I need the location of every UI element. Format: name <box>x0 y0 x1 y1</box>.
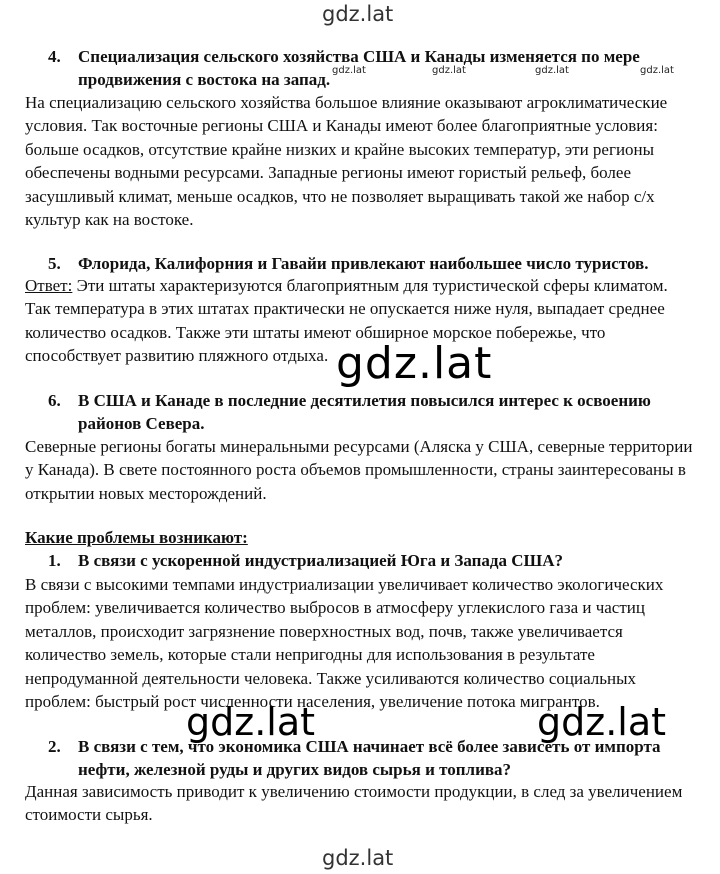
watermark-small-1: gdz.lat <box>332 65 366 76</box>
watermark-right: gdz.lat <box>537 700 667 744</box>
section-heading: Какие проблемы возникают: <box>25 528 248 547</box>
question-5-text: Флорида, Калифорния и Гавайи привлекают наибольшее число туристов. <box>78 254 649 273</box>
watermark-bottom: gdz.lat <box>322 846 394 870</box>
problem-2 <box>48 735 704 782</box>
answer-6: Северные регионы богаты минеральными ресурсами (Аляска у США, северные территории у Канада). В свете постоянного роста объемов промышленности, страны заинтересованы в открытии новых месторождений. <box>25 437 693 503</box>
question-4 <box>48 45 704 92</box>
problem-1-number: 1. <box>48 551 61 570</box>
question-6-text: В США и Канаде в последние десятилетия повысился интерес к освоению районов Севера. <box>78 391 651 434</box>
question-5-number: 5. <box>48 254 61 273</box>
watermark-small-4: gdz.lat <box>640 65 674 76</box>
answer-p2: Данная зависимость приводит к увеличению стоимости продукции, в след за увеличением стоимости сырья. <box>25 782 683 825</box>
watermark-mid: gdz.lat <box>336 338 493 389</box>
answer-5-text: Эти штаты характеризуются благоприятным для туристической сферы климатом. Так температура в этих штатах практически не опускается ниже нуля, выпадает среднее количество осадков. Также эти штаты имеют обширное морское побережье, что способствует развитию пляжного отдыха. <box>25 276 668 366</box>
problem-1-text: В связи с ускоренной индустриализацией Юга и Запада США? <box>78 551 563 570</box>
answer-5-label: Ответ: <box>25 276 73 295</box>
question-4-number: 4. <box>48 47 61 66</box>
problem-2-text: В связи с тем, что экономика США начинает всё более зависеть от импорта нефти, железной руды и других видов сырья и топлива? <box>78 737 661 780</box>
question-5 <box>48 252 704 275</box>
watermark-top: gdz.lat <box>322 2 394 26</box>
watermark-small-3: gdz.lat <box>535 65 569 76</box>
answer-4: На специализацию сельского хозяйства большое влияние оказывают агроклиматические условия. Так восточные регионы США и Канады имеют более благоприятные условия: больше осадков, отсутствие крайне низких и крайне высоких температур, эти регионы обеспечены водными ресурсами. Западные регионы имеют гористый рельеф, более засушливый климат, меньше осадков, что не позволяет выращивать такой же набор с/х культур как на востоке. <box>25 93 668 230</box>
problem-2-number: 2. <box>48 737 61 756</box>
watermark-small-2: gdz.lat <box>432 65 466 76</box>
answer-p1: В связи с высокими темпами индустриализации увеличивает количество экологических проблем: увеличивается количество выбросов в атмосферу углекислого газа и частиц металлов, происходит загрязнение поверхностных вод, почв, также увеличивается количество земель, которые стали непригодны для использования в результате непродуманной деятельности человека. Также усиливаются количество социальных проблем: быстрый рост численности населения, увеличение потока мигрантов. <box>25 575 664 712</box>
watermark-left: gdz.lat <box>186 700 316 744</box>
question-6 <box>48 389 704 436</box>
question-6-number: 6. <box>48 391 61 410</box>
question-4-text: Специализация сельского хозяйства США и Канады изменяется по мере продвижения с востока на запад. <box>78 47 640 90</box>
problem-1 <box>48 549 704 572</box>
